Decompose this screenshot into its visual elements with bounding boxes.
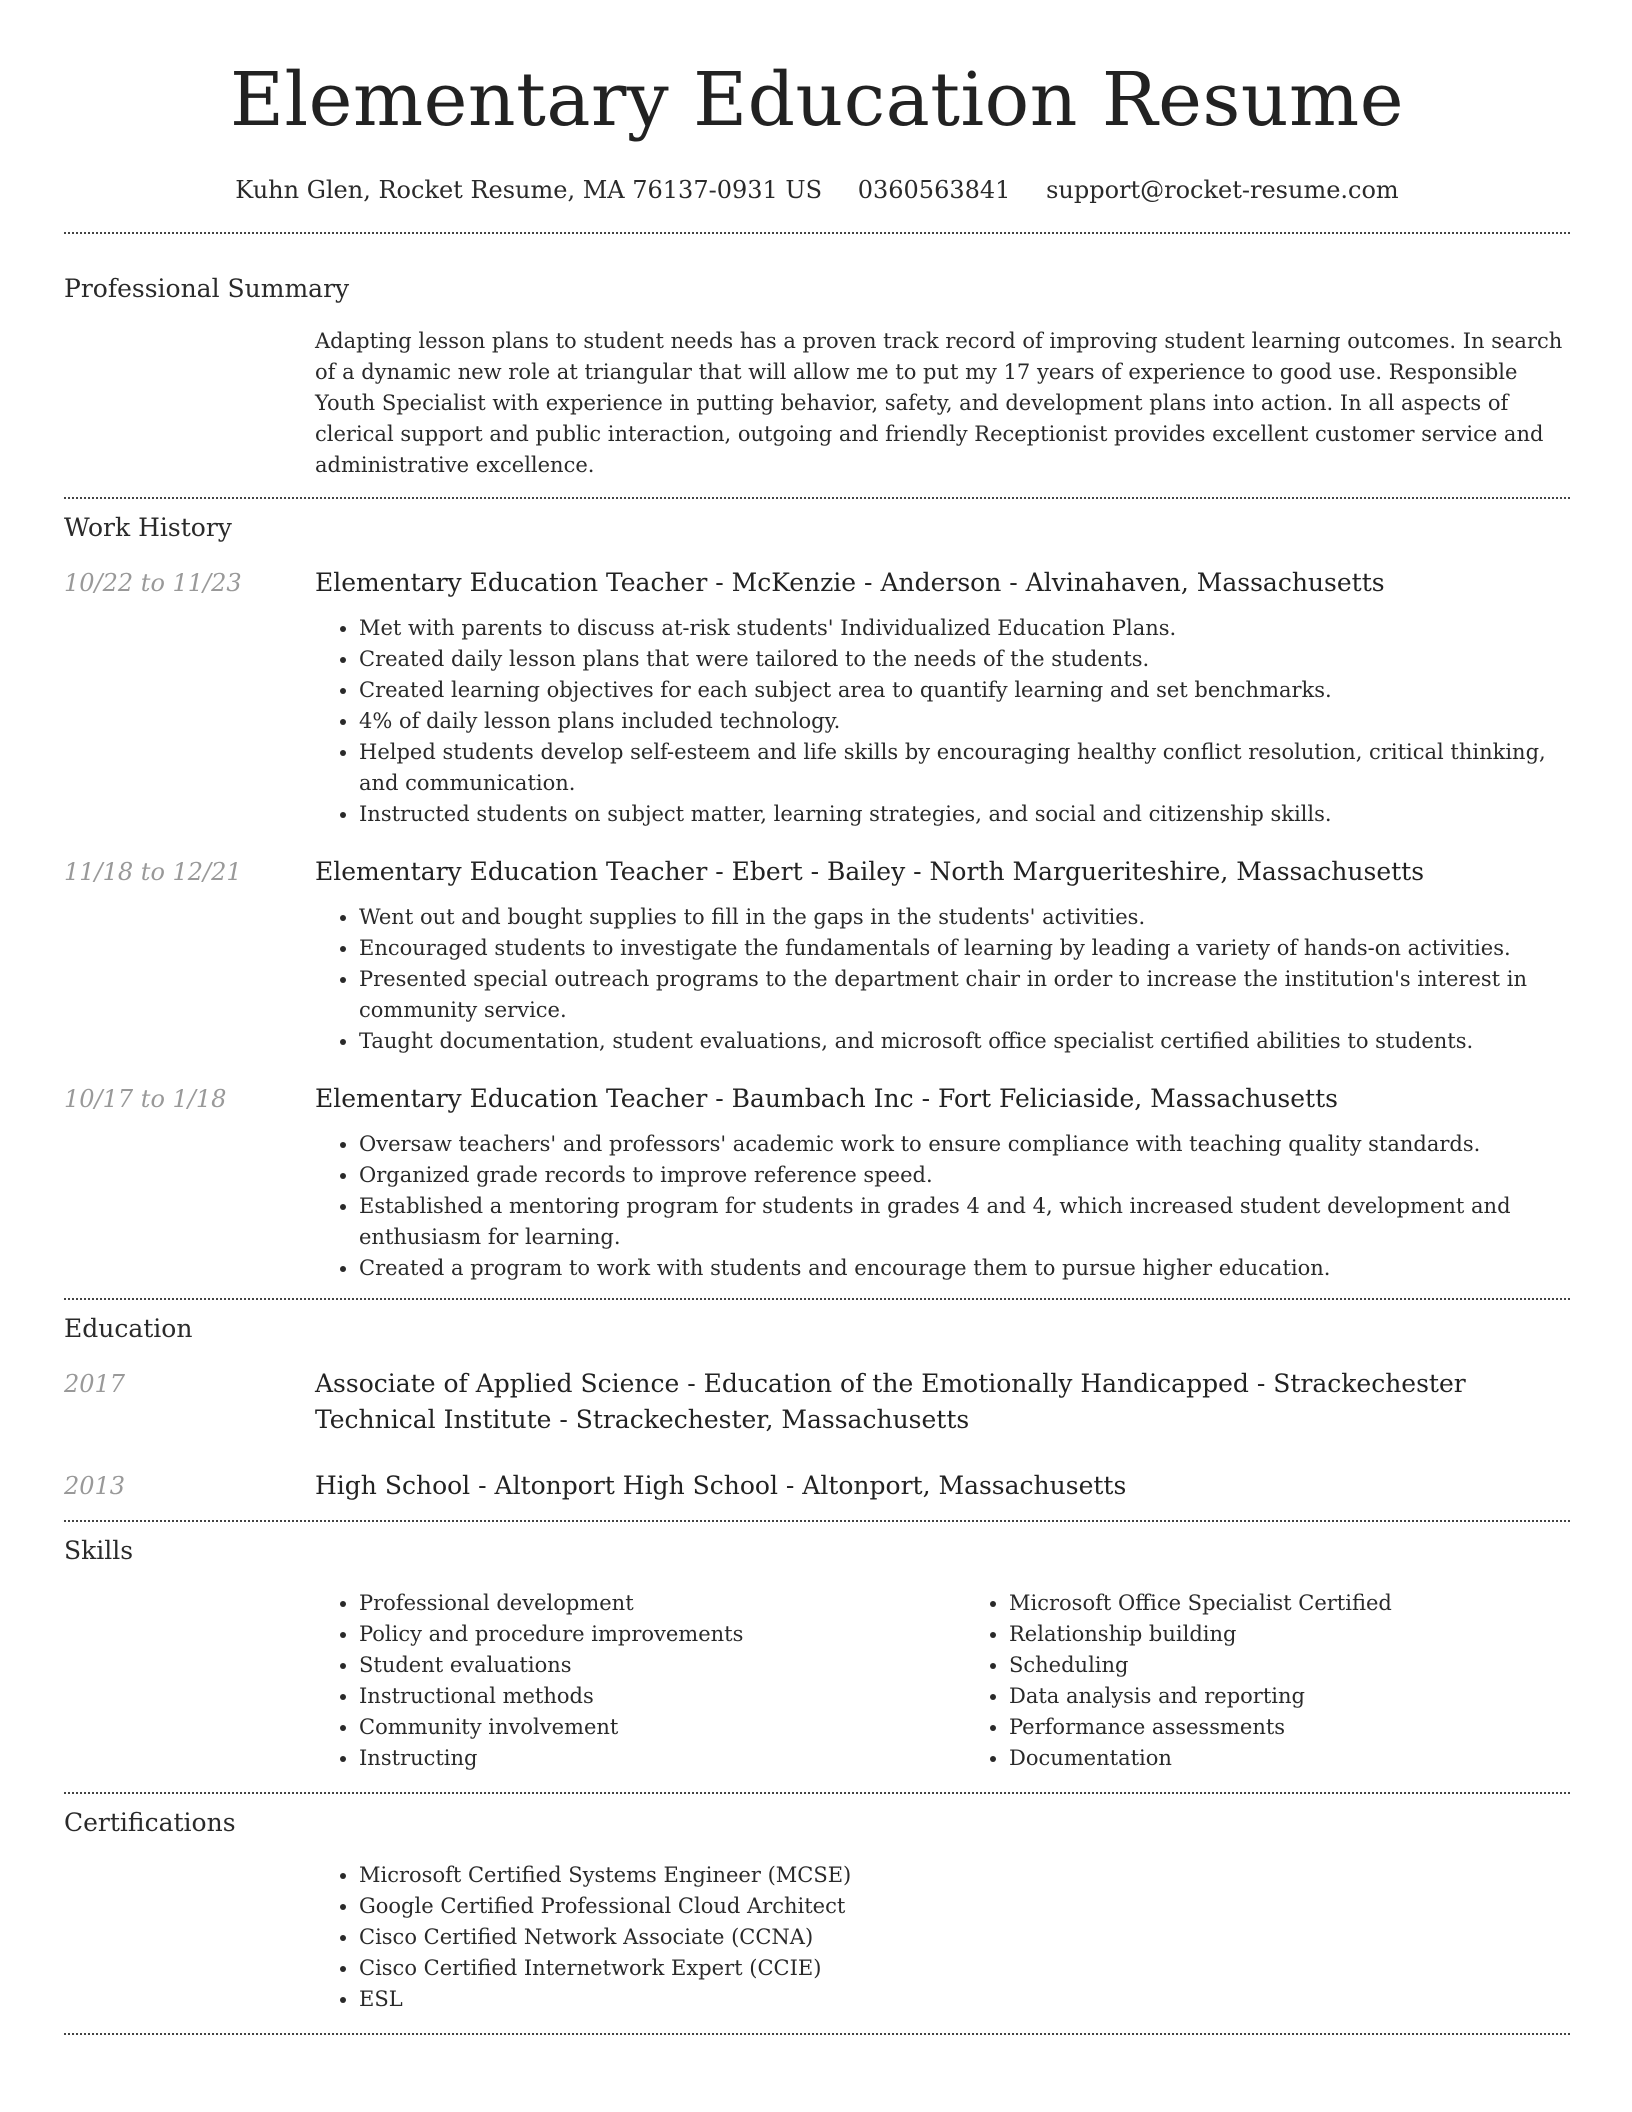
skill-item: • Instructional methods <box>359 1681 920 1712</box>
section-divider <box>64 1792 1570 1794</box>
list-item: • Oversaw teachers' and professors' academic work to ensure compliance with teaching quality standards. <box>359 1129 1570 1160</box>
skill-item: • Data analysis and reporting <box>1009 1681 1570 1712</box>
skill-item: • Policy and procedure improvements <box>359 1619 920 1650</box>
list-item: • Helped students develop self-esteem and life skills by encouraging healthy conflict resolution, critical thinking, and communication. <box>359 737 1570 799</box>
skill-item: • Relationship building <box>1009 1619 1570 1650</box>
job-entry <box>64 854 1570 1057</box>
certification-item: • Google Certified Professional Cloud Architect <box>359 1891 1570 1922</box>
list-item: • Met with parents to discuss at-risk students' Individualized Education Plans. <box>359 613 1570 644</box>
certifications-section <box>64 1806 1570 2015</box>
certifications-list <box>315 1860 1570 2015</box>
skill-item: • Documentation <box>1009 1743 1570 1774</box>
contact-line <box>64 172 1570 208</box>
list-item: • 4% of daily lesson plans included technology. <box>359 706 1570 737</box>
summary-section <box>64 272 1570 481</box>
skills-list-right <box>965 1588 1570 1774</box>
job-bullets <box>315 902 1570 1057</box>
section-divider <box>64 232 1570 234</box>
education-title: High School - Altonport High School - Altonport, Massachusetts <box>315 1471 1127 1500</box>
skills-heading: Skills <box>64 1536 134 1565</box>
resume-page <box>64 0 1570 2035</box>
job-title: Elementary Education Teacher - Ebert - Bailey - North Margueriteshire, Massachusetts <box>315 857 1425 886</box>
skills-list-left <box>315 1588 920 1774</box>
list-item: • Created daily lesson plans that were tailored to the needs of the students. <box>359 644 1570 675</box>
section-divider <box>64 1520 1570 1522</box>
job-entry <box>64 565 1570 830</box>
list-item: • Encouraged students to investigate the fundamentals of learning by leading a variety of hands-on activities. <box>359 933 1570 964</box>
section-divider <box>64 497 1570 499</box>
skill-item: • Community involvement <box>359 1712 920 1743</box>
job-title: Elementary Education Teacher - McKenzie - Anderson - Alvinahaven, Massachusetts <box>315 568 1385 597</box>
certification-item: • Cisco Certified Internetwork Expert (CCIE) <box>359 1953 1570 1984</box>
list-item: • Created learning objectives for each subject area to quantify learning and set benchmarks. <box>359 675 1570 706</box>
education-entry <box>64 1468 1570 1504</box>
job-title: Elementary Education Teacher - Baumbach Inc - Fort Feliciaside, Massachusetts <box>315 1084 1338 1113</box>
education-year: 2017 <box>64 1370 126 1398</box>
skill-item: • Professional development <box>359 1588 920 1619</box>
certification-item: • Cisco Certified Network Associate (CCNA) <box>359 1922 1570 1953</box>
education-year: 2013 <box>64 1472 126 1500</box>
job-dates: 10/22 to 11/23 <box>64 569 242 597</box>
list-item: • Presented special outreach programs to the department chair in order to increase the institution's interest in community service. <box>359 964 1570 1026</box>
job-bullets <box>315 1129 1570 1284</box>
certification-item: • Microsoft Certified Systems Engineer (MCSE) <box>359 1860 1570 1891</box>
certification-item: • ESL <box>359 1984 1570 2015</box>
list-item: • Established a mentoring program for students in grades 4 and 4, which increased student development and enthusiasm for learning. <box>359 1191 1570 1253</box>
certifications-heading: Certifications <box>64 1808 236 1837</box>
skill-item: • Scheduling <box>1009 1650 1570 1681</box>
job-bullets <box>315 613 1570 830</box>
list-item: • Taught documentation, student evaluations, and microsoft office specialist certified abilities to students. <box>359 1026 1570 1057</box>
work-history-section <box>64 511 1570 1284</box>
skill-item: • Instructing <box>359 1743 920 1774</box>
education-title: Associate of Applied Science - Education of the Emotionally Handicapped - Strackechester Technical Institute - Strackechester, Massachusetts <box>315 1369 1466 1434</box>
summary-heading: Professional Summary <box>64 274 350 303</box>
contact-email[interactable]: support@rocket-resume.com <box>1046 176 1399 204</box>
list-item: • Created a program to work with students and encourage them to pursue higher education. <box>359 1253 1570 1284</box>
job-entry <box>64 1081 1570 1284</box>
education-heading: Education <box>64 1314 193 1343</box>
section-divider <box>64 1298 1570 1300</box>
skill-item: • Performance assessments <box>1009 1712 1570 1743</box>
summary-text: Adapting lesson plans to student needs has a proven track record of improving student learning outcomes. In search of a dynamic new role at triangular that will allow me to put my 17 years of experience to good use. Responsible Youth Specialist with experience in putting behavior, safety, and development plans into action. In all aspects of clerical support and public interaction, outgoing and friendly Receptionist provides excellent customer service and administrative excellence. <box>315 329 1563 477</box>
job-dates: 11/18 to 12/21 <box>64 858 242 886</box>
skills-columns <box>315 1588 1570 1774</box>
resume-title: Elementary Education Resume <box>229 57 1404 143</box>
list-item: • Instructed students on subject matter, learning strategies, and social and citizenship skills. <box>359 799 1570 830</box>
skill-item: • Microsoft Office Specialist Certified <box>1009 1588 1570 1619</box>
contact-phone: 0360563841 <box>857 176 1011 204</box>
skill-item: • Student evaluations <box>359 1650 920 1681</box>
skills-section <box>64 1534 1570 1774</box>
contact-address: Kuhn Glen, Rocket Resume, MA 76137-0931 US <box>235 176 823 204</box>
education-entry <box>64 1366 1570 1438</box>
work-history-heading: Work History <box>64 513 232 542</box>
job-dates: 10/17 to 1/18 <box>64 1085 227 1113</box>
section-divider <box>64 2033 1570 2035</box>
education-section <box>64 1312 1570 1504</box>
list-item: • Went out and bought supplies to fill in the gaps in the students' activities. <box>359 902 1570 933</box>
list-item: • Organized grade records to improve reference speed. <box>359 1160 1570 1191</box>
